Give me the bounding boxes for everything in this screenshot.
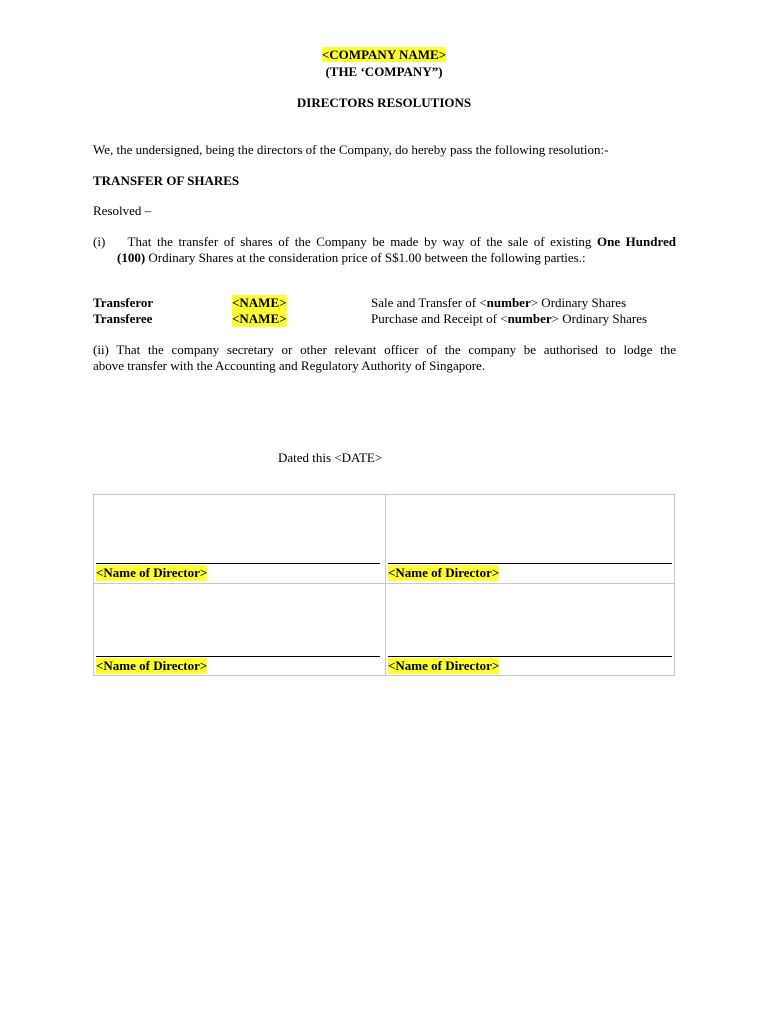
company-name-placeholder: <COMPANY NAME> (321, 47, 447, 62)
signature-line (96, 656, 380, 657)
director-name-placeholder: <Name of Director> (96, 658, 208, 673)
party-desc-text: Sale and Transfer of < (371, 295, 487, 310)
clause-i-line-2 (93, 250, 676, 266)
signature-line (388, 563, 672, 564)
party-description (371, 311, 647, 327)
party-role: Transferee (93, 311, 153, 326)
director-name-placeholder: <Name of Director> (96, 565, 208, 580)
dated-line: Dated this <DATE> (278, 450, 383, 465)
party-name-placeholder: <NAME> (232, 311, 287, 326)
clause-ii-line-2: above transfer with the Accounting and Regulatory Authority of Singapore. (93, 358, 486, 373)
signature-cell (386, 495, 675, 583)
resolution-title: DIRECTORS RESOLUTIONS (296, 95, 472, 110)
party-desc-text-end: > Ordinary Shares (551, 311, 648, 326)
resolved-label: Resolved – (93, 203, 152, 218)
clause-i-line-1 (93, 234, 676, 250)
clause-i-amount-words: One Hundred (596, 234, 677, 249)
the-company-heading: (THE ‘COMPANY”) (325, 64, 443, 79)
resolution-clause-ii (93, 342, 676, 374)
signature-line (388, 656, 672, 657)
party-desc-number: number (507, 311, 552, 326)
clause-i-text-cont: Ordinary Shares at the consideration price of S$1.00 between the following parties.: (148, 250, 586, 265)
signature-cell (94, 495, 385, 583)
resolution-clause-i (93, 234, 676, 266)
clause-ii-line-1: (ii) That the company secretary or other relevant officer of the company be authorised to lodge the (93, 342, 676, 357)
party-desc-text-end: > Ordinary Shares (530, 295, 627, 310)
signature-table (93, 494, 675, 676)
party-role: Transferor (93, 295, 154, 310)
signature-cell (386, 584, 675, 675)
director-name-placeholder: <Name of Director> (388, 658, 500, 673)
party-description (371, 295, 626, 311)
signature-cell (94, 584, 385, 675)
signature-line (96, 563, 380, 564)
section-heading: TRANSFER OF SHARES (93, 173, 240, 188)
party-name-placeholder: <NAME> (232, 295, 287, 310)
intro-paragraph: We, the undersigned, being the directors of the Company, do hereby pass the following resolution:- (93, 142, 609, 157)
party-desc-number: number (486, 295, 531, 310)
clause-i-marker: (i) (93, 234, 106, 249)
company-name-heading (0, 47, 768, 63)
party-desc-text: Purchase and Receipt of < (371, 311, 508, 326)
director-name-placeholder: <Name of Director> (388, 565, 500, 580)
clause-i-amount-number: (100) (117, 250, 146, 265)
clause-i-text: That the transfer of shares of the Company be made by way of the sale of existing (127, 234, 592, 249)
